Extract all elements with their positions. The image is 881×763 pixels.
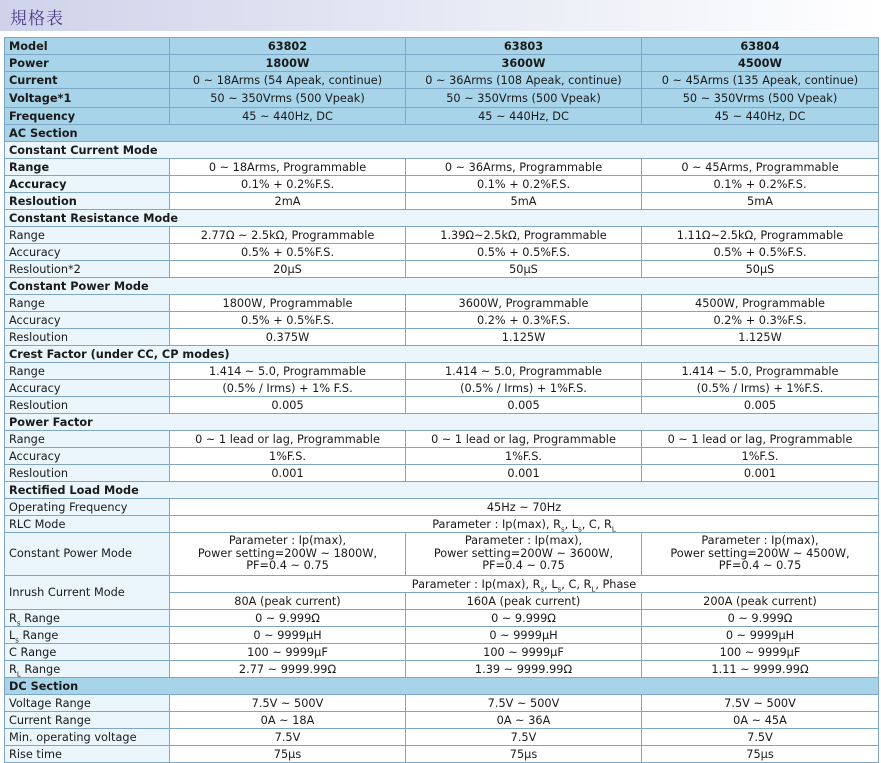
table-cell: 100 ~ 9999μF [642,644,879,661]
power-cell: 4500W [642,55,879,72]
row-label: Accuracy [5,380,170,397]
table-row [5,329,879,346]
row-label: Range [5,363,170,380]
page-title: 規格表 [10,9,64,29]
table-cell: 0 ~ 45Arms, Programmable [642,159,879,176]
table-cell: 0.005 [406,397,642,414]
row-label: Min. operating voltage [5,729,170,746]
table-row [5,516,879,533]
table-cell: 7.5V [406,729,642,746]
table-cell: 0.1% + 0.2%F.S. [406,176,642,193]
subsection-title: Rectified Load Mode [5,482,879,499]
table-cell: 80A (peak current) [170,593,406,610]
subsection-title: Constant Power Mode [5,278,879,295]
current-cell: 0 ~ 45Arms (135 Apeak, continue) [642,72,879,89]
table-cell: 160A (peak current) [406,593,642,610]
table-cell: 2.77Ω ~ 2.5kΩ, Programmable [170,227,406,244]
table-cell: 75μs [170,746,406,763]
table-cell: 7.5V [170,729,406,746]
subsection-rectified [5,482,879,499]
row-label: Resloution [5,329,170,346]
table-cell: 75μs [642,746,879,763]
table-row [5,397,879,414]
table-cell: 0.5% + 0.5%F.S. [642,244,879,261]
frequency-cell: 45 ~ 440Hz, DC [642,108,879,125]
table-cell: 0A ~ 36A [406,712,642,729]
table-row [5,227,879,244]
table-row [5,627,879,644]
row-label: Range [5,227,170,244]
model-row [5,38,879,55]
current-cell: 0 ~ 36Arms (108 Apeak, continue) [406,72,642,89]
section-header-dc [5,678,879,695]
section-title: DC Section [5,678,879,695]
table-cell: 1800W, Programmable [170,295,406,312]
row-label: Range [5,159,170,176]
table-row [5,712,879,729]
table-cell: 0.5% + 0.5%F.S. [406,244,642,261]
table-cell: 20μS [170,261,406,278]
table-cell: 45Hz ~ 70Hz [170,499,879,516]
table-row [5,746,879,763]
table-row [5,661,879,678]
row-label: Current [5,72,170,89]
power-cell: 3600W [406,55,642,72]
table-cell: Parameter : Ip(max), Power setting=200W ~ 4500W, PF=0.4 ~ 0.75 [642,533,879,576]
table-cell: 7.5V ~ 500V [170,695,406,712]
subsection-crest [5,346,879,363]
row-label: Resloution*2 [5,261,170,278]
row-label: Resloution [5,397,170,414]
row-label: Resloution [5,193,170,210]
table-cell: 1%F.S. [170,448,406,465]
table-cell: 0.1% + 0.2%F.S. [170,176,406,193]
model-cell: 63804 [642,38,879,55]
table-cell: 50μS [642,261,879,278]
spec-table [4,37,879,763]
table-row [5,431,879,448]
table-cell: 0 ~ 9999μH [642,627,879,644]
table-cell: 1.11 ~ 9999.99Ω [642,661,879,678]
voltage-cell: 50 ~ 350Vrms (500 Vpeak) [406,89,642,108]
table-cell: 0.5% + 0.5%F.S. [170,312,406,329]
row-label: Accuracy [5,312,170,329]
table-cell: 1.125W [406,329,642,346]
voltage-row [5,89,879,108]
table-row [5,610,879,627]
subsection-cr [5,210,879,227]
subsection-cc [5,142,879,159]
table-cell: 0 ~ 9.999Ω [170,610,406,627]
row-label: Current Range [5,712,170,729]
table-cell: 0.001 [642,465,879,482]
table-row [5,499,879,516]
row-label: C Range [5,644,170,661]
table-row [5,533,879,576]
table-row [5,695,879,712]
row-label: Rise time [5,746,170,763]
title-bar [0,0,881,31]
table-cell: 0.001 [170,465,406,482]
table-cell: 1%F.S. [406,448,642,465]
table-cell: 50μS [406,261,642,278]
row-label: Accuracy [5,448,170,465]
table-row [5,312,879,329]
table-cell: 0.005 [642,397,879,414]
current-row [5,72,879,89]
row-label: Constant Power Mode [5,533,170,576]
table-row [5,465,879,482]
table-cell: 5mA [642,193,879,210]
table-row [5,363,879,380]
row-label: $R_L$ Range [5,661,170,678]
table-cell: 1.414 ~ 5.0, Programmable [406,363,642,380]
table-cell: 3600W, Programmable [406,295,642,312]
table-cell: 0 ~ 9999μH [406,627,642,644]
table-cell: 4500W, Programmable [642,295,879,312]
frequency-row [5,108,879,125]
table-cell: 0 ~ 18Arms, Programmable [170,159,406,176]
table-cell: (0.5% / Irms) + 1%F.S. [406,380,642,397]
table-cell: 5mA [406,193,642,210]
table-cell: 100 ~ 9999μF [170,644,406,661]
table-row [5,380,879,397]
row-label: RLC Mode [5,516,170,533]
row-label: Voltage*1 [5,89,170,108]
table-row [5,176,879,193]
rlc-parameter-cell: Parameter : Ip(max), $R_s$, $L_s$, C, $R_L$ [170,516,879,533]
inrush-parameter-cell: Parameter : Ip(max), $R_s$, $L_s$, C, $R_L$, Phase [170,576,879,593]
table-cell: 0.375W [170,329,406,346]
table-row [5,729,879,746]
table-cell: 0 ~ 1 lead or lag, Programmable [170,431,406,448]
table-cell: Parameter : Ip(max), Power setting=200W ~ 1800W, PF=0.4 ~ 0.75 [170,533,406,576]
table-row [5,448,879,465]
table-cell: (0.5% / Irms) + 1% F.S. [170,380,406,397]
current-cell: 0 ~ 18Arms (54 Apeak, continue) [170,72,406,89]
model-cell: 63802 [170,38,406,55]
table-cell: 7.5V ~ 500V [642,695,879,712]
voltage-cell: 50 ~ 350Vrms (500 Vpeak) [642,89,879,108]
row-label: Voltage Range [5,695,170,712]
row-label: Resloution [5,465,170,482]
table-cell: 7.5V [642,729,879,746]
table-cell: (0.5% / Irms) + 1%F.S. [642,380,879,397]
row-label: $R_s$ Range [5,610,170,627]
table-cell: 200A (peak current) [642,593,879,610]
table-cell: 0A ~ 45A [642,712,879,729]
table-cell: 0.001 [406,465,642,482]
table-cell: 0 ~ 9.999Ω [406,610,642,627]
row-label: Accuracy [5,244,170,261]
table-cell: 1.414 ~ 5.0, Programmable [170,363,406,380]
table-cell: 0 ~ 9.999Ω [642,610,879,627]
power-cell: 1800W [170,55,406,72]
table-cell: 0 ~ 1 lead or lag, Programmable [406,431,642,448]
section-title: AC Section [5,125,879,142]
subsection-title: Constant Current Mode [5,142,879,159]
row-label: Operating Frequency [5,499,170,516]
table-cell: 1%F.S. [642,448,879,465]
table-cell: 0.2% + 0.3%F.S. [406,312,642,329]
table-row [5,159,879,176]
power-row [5,55,879,72]
table-row [5,295,879,312]
table-cell: 1.11Ω~2.5kΩ, Programmable [642,227,879,244]
subsection-title: Constant Resistance Mode [5,210,879,227]
subsection-title: Crest Factor (under CC, CP modes) [5,346,879,363]
table-cell: 1.414 ~ 5.0, Programmable [642,363,879,380]
subsection-title: Power Factor [5,414,879,431]
table-cell: 0.5% + 0.5%F.S. [170,244,406,261]
row-label: Inrush Current Mode [5,576,170,610]
table-cell: 0 ~ 9999μH [170,627,406,644]
table-row [5,193,879,210]
table-row [5,644,879,661]
row-label: Model [5,38,170,55]
row-label: Range [5,295,170,312]
table-cell: 7.5V ~ 500V [406,695,642,712]
voltage-cell: 50 ~ 350Vrms (500 Vpeak) [170,89,406,108]
table-cell: 0.1% + 0.2%F.S. [642,176,879,193]
table-cell: 0A ~ 18A [170,712,406,729]
row-label: Frequency [5,108,170,125]
model-cell: 63803 [406,38,642,55]
section-header-ac [5,125,879,142]
table-cell: 0.005 [170,397,406,414]
table-cell: 1.39Ω~2.5kΩ, Programmable [406,227,642,244]
table-cell: 1.39 ~ 9999.99Ω [406,661,642,678]
table-cell: 0 ~ 36Arms, Programmable [406,159,642,176]
table-cell: 75μs [406,746,642,763]
subsection-pf [5,414,879,431]
table-row [5,244,879,261]
row-label: $L_s$ Range [5,627,170,644]
table-cell: 2.77 ~ 9999.99Ω [170,661,406,678]
table-row [5,576,879,593]
frequency-cell: 45 ~ 440Hz, DC [170,108,406,125]
table-cell: 100 ~ 9999μF [406,644,642,661]
row-label: Accuracy [5,176,170,193]
frequency-cell: 45 ~ 440Hz, DC [406,108,642,125]
table-cell: Parameter : Ip(max), Power setting=200W ~ 3600W, PF=0.4 ~ 0.75 [406,533,642,576]
table-row [5,261,879,278]
table-cell: 1.125W [642,329,879,346]
table-cell: 0.2% + 0.3%F.S. [642,312,879,329]
table-cell: 0 ~ 1 lead or lag, Programmable [642,431,879,448]
table-cell: 2mA [170,193,406,210]
row-label: Power [5,55,170,72]
subsection-cp [5,278,879,295]
row-label: Range [5,431,170,448]
